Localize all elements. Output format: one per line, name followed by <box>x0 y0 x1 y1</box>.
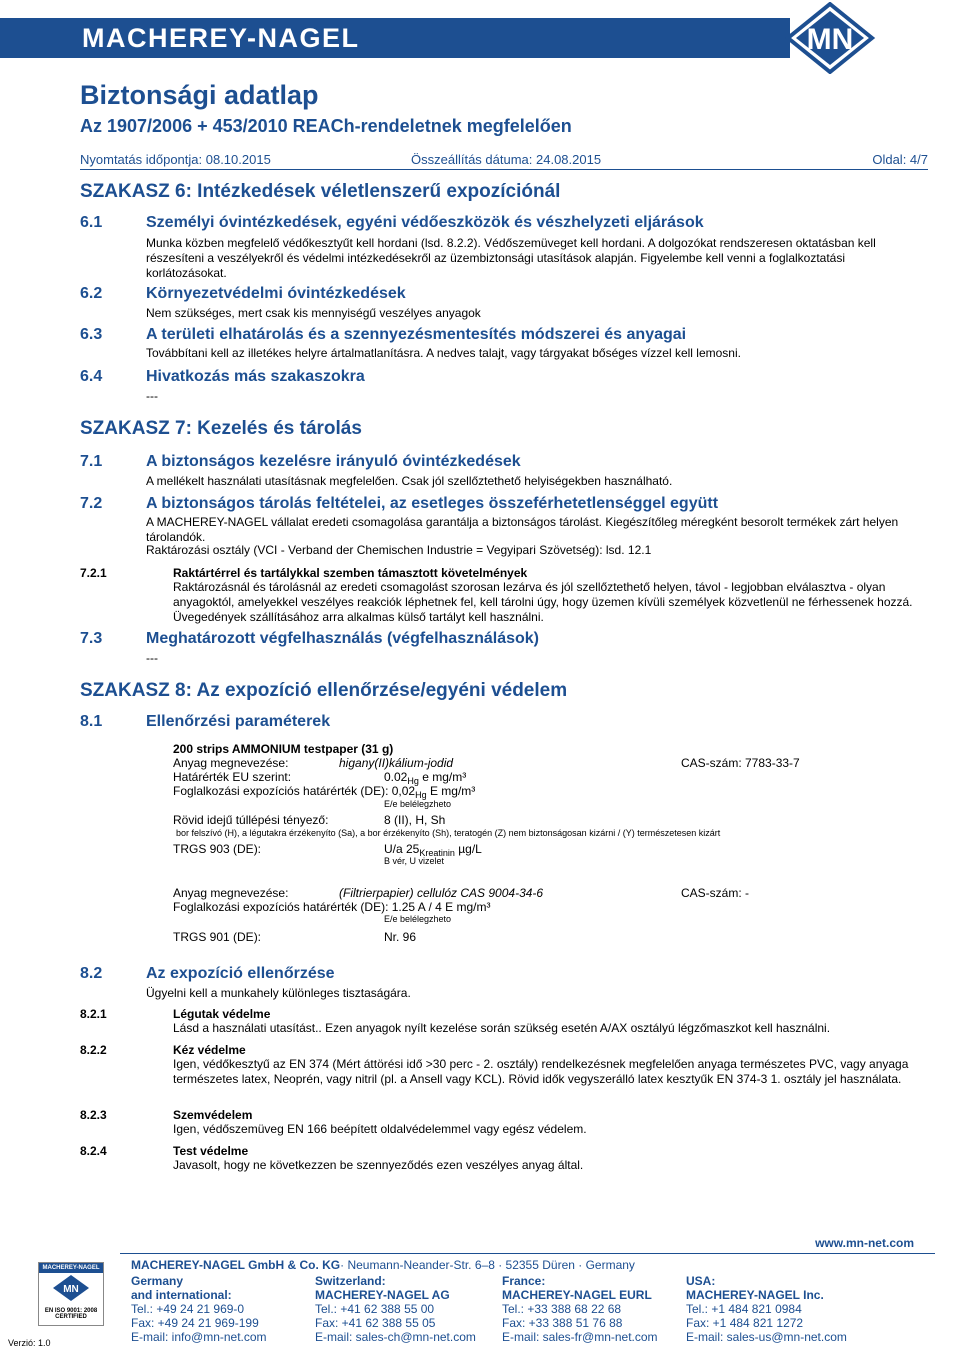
s821-number: 8.2.1 <box>80 1007 107 1021</box>
b1-cas: CAS-szám: 7783-33-7 <box>681 756 800 770</box>
s73-text: --- <box>146 651 158 665</box>
document-subtitle: Az 1907/2006 + 453/2010 REACh-rendeletnek megfelelően <box>80 116 572 136</box>
s71-title: A biztonságos kezelésre irányuló óvintézkedések <box>146 453 521 470</box>
product-name: 200 strips AMMONIUM testpaper (31 g) <box>173 742 394 756</box>
s72-text-1: A MACHEREY-NAGEL vállalat eredeti csomagolása garantálja a biztonságos tárolást. Kiegészítőleg méregként besorolt termékek zárt helyen tárolandók. <box>146 515 899 544</box>
footer-email-fr[interactable]: E-mail: sales-fr@mn-net.com <box>502 1330 658 1344</box>
b1-name-label: Anyag megnevezése: <box>173 756 289 770</box>
s73-number: 7.3 <box>80 630 103 647</box>
iso-brand: MACHEREY-NAGEL <box>39 1263 103 1273</box>
s61-title: Személyi óvintézkedések, egyéni védőeszközök és vészhelyzeti eljárások <box>146 214 704 231</box>
s73-title: Meghatározott végfelhasználás (végfelhasználások) <box>146 630 539 647</box>
s72-text-2: Raktározási osztály (VCI - Verband der Chemischen Industrie = Vegyipari Szövetség): lsd. 12.1 <box>146 543 652 557</box>
iso-certified: CERTIFIED <box>55 1314 87 1320</box>
s62-number: 6.2 <box>80 285 103 302</box>
b1-trgs-note: B vér, U vizelet <box>384 856 445 866</box>
s821-text: Lásd a használati utasítást.. Ezen anyagok nyílt kezelése során szükség esetén A/AX osztályú légzőmaszkot kell használni. <box>173 1021 831 1035</box>
b1-short-value: 8 (II), H, Sh <box>384 813 446 827</box>
b1-trgs-label: TRGS 903 (DE): <box>173 842 262 856</box>
s64-text: --- <box>146 389 158 403</box>
s824-title: Test védelme <box>173 1144 249 1158</box>
s721-number: 7.2.1 <box>80 566 107 580</box>
b2-name-label: Anyag megnevezése: <box>173 886 289 900</box>
footer-col-usa: USA: MACHEREY-NAGEL Inc. Tel.: +1 484 821 0984 Fax: +1 484 821 1272 E-mail: sales-us@mn-net.com <box>686 1274 847 1344</box>
s61-number: 6.1 <box>80 214 103 231</box>
s824-number: 8.2.4 <box>80 1144 107 1158</box>
print-date: Nyomtatás időpontja: 08.10.2015 <box>80 152 271 167</box>
s72-number: 7.2 <box>80 495 103 512</box>
iso-text: EN ISO 9001: 2008 <box>44 1308 98 1314</box>
s823-text: Igen, védőszemüveg EN 166 beépített oldalvédelemmel vagy egész védelem. <box>173 1122 587 1136</box>
s81-title: Ellenőrzési paraméterek <box>146 713 331 730</box>
s822-number: 8.2.2 <box>80 1043 107 1057</box>
s822-text: Igen, védőkesztyű az EN 374 (Mért áttörési idő >30 perc - 2. osztály) rendelkezésnek megfelelően anyaga természetes PVC, vagy anyaga természetes latex, Neoprén, vagy nitril (pl. a Ansell vagy KCL). Rövid idők vegyszerálló latex kesztyűk EN 374-3 1. osztály jel használata. <box>173 1057 909 1086</box>
s63-text: Továbbítani kell az illetékes helyre ártalmatlanításra. A nedves talajt, vagy tárgyakat bőséges vízzel kell lemosni. <box>146 346 741 360</box>
footer-web[interactable]: www.mn-net.com <box>815 1236 914 1250</box>
s72-title: A biztonságos tárolás feltételei, az esetleges összeférhetetlenséggel együtt <box>146 495 719 512</box>
footer-col-germany: Germany and international: Tel.: +49 24 21 969-0 Fax: +49 24 21 969-199 E-mail: info@mn-net.com <box>131 1274 267 1344</box>
b1-de-limit: Foglalkozási expozíciós határérték (DE): $0,02_{Hg}$ E mg/m³ <box>173 784 476 800</box>
s61-text: Munka közben megfelelő védőkesztyűt kell hordani (lsd. 8.2.2). Védőszemüveget kell hordani. A dolgozókat rendszeresen oktatásban kell részesíteni a veszélyekről és védelmi intézkedésekről az üzembiztonsági utasítások alapján. Figyelembe kell venni a foglalkoztatási korlátozásokat. <box>146 236 876 280</box>
footer-col-france: France: MACHEREY-NAGEL EURL Tel.: +33 388 68 22 68 Fax: +33 388 51 76 88 E-mail: sales-fr@mn-net.com <box>502 1274 658 1344</box>
s822-title: Kéz védelme <box>173 1043 246 1057</box>
brand-name: MACHEREY-NAGEL <box>82 23 360 53</box>
b2-de-limit: Foglalkozási expozíciós határérték (DE): 1.25 A / 4 E mg/m³ <box>173 900 491 914</box>
b2-trgs-label: TRGS 901 (DE): <box>173 930 262 944</box>
b2-de-note: E/e belélegzheto <box>384 914 452 924</box>
s823-number: 8.2.3 <box>80 1108 107 1122</box>
iso-certificate-badge <box>38 1262 104 1326</box>
s63-title: A területi elhatárolás és a szennyezésmentesítés módszerei és anyagai <box>146 326 687 343</box>
compile-date: Összeállítás dátuma: 24.08.2015 <box>411 152 602 167</box>
header-divider <box>80 169 928 170</box>
footer-email-ch[interactable]: E-mail: sales-ch@mn-net.com <box>315 1330 476 1344</box>
s82-text: Ügyelni kell a munkahely különleges tisztaságára. <box>146 986 411 1000</box>
iso-mn-icon <box>39 1273 103 1303</box>
s81-number: 8.1 <box>80 713 103 730</box>
document-title: Biztonsági adatlap <box>80 80 319 110</box>
b1-short-label: Rövid idejű túllépési tényező: <box>173 813 329 827</box>
footer-divider <box>120 1253 935 1254</box>
s82-number: 8.2 <box>80 965 103 982</box>
page-number: Oldal: 4/7 <box>872 152 928 167</box>
s721-title: Raktártérrel és tartálykkal szemben támasztott követelmények <box>173 566 528 580</box>
footer-email-de[interactable]: E-mail: info@mn-net.com <box>131 1330 267 1344</box>
header-bar <box>0 0 960 70</box>
b2-trgs-value: Nr. 96 <box>384 930 417 944</box>
b1-eu-value: $0.02_{Hg}$ e mg/m³ <box>384 770 467 786</box>
b1-eu-label: Határérték EU szerint: <box>173 770 292 784</box>
mn-logo-icon <box>780 2 880 74</box>
s71-number: 7.1 <box>80 453 103 470</box>
s63-number: 6.3 <box>80 326 103 343</box>
s62-text: Nem szükséges, mert csak kis mennyiségű veszélyes anyagok <box>146 306 481 320</box>
b1-trgs-value: U/a $25_{Kreatinin}$ µg/L <box>384 842 482 858</box>
b1-short-note: bor felszívó (H), a légutakra érzékenyíto (Sa), a bor érzékenyíto (Sh), teratogén (Z) nem biztonságosan kizárni / (Y) természetesen kizárt <box>176 828 721 838</box>
s71-text: A mellékelt használati utasításnak megfelelően. Csak jól szellőztethető helyiségekben használható. <box>146 474 673 488</box>
version: Verzió: 1.0 <box>8 1338 51 1348</box>
s824-text: Javasolt, hogy ne következzen be szennyeződés ezen veszélyes anyag által. <box>173 1158 584 1172</box>
svg-text:MN: MN <box>63 1284 79 1295</box>
section-7-title: SZAKASZ 7: Kezelés és tárolás <box>80 418 362 439</box>
b2-name-value: (Filtrierpapier) cellulóz CAS 9004-34-6 <box>339 886 544 900</box>
b2-cas: CAS-szám: - <box>681 886 750 900</box>
section-6-title: SZAKASZ 6: Intézkedések véletlenszerű expozíciónál <box>80 181 561 202</box>
s62-title: Környezetvédelmi óvintézkedések <box>146 285 406 302</box>
s823-title: Szemvédelem <box>173 1108 253 1122</box>
b1-name-value: higany(II)kálium-jodid <box>339 756 454 770</box>
b1-de-note: E/e belélegzheto <box>384 799 452 809</box>
footer-company-line: MACHEREY-NAGEL GmbH & Co. KG· Neumann-Neander-Str. 6–8 · 52355 Düren · Germany <box>131 1258 635 1272</box>
logo-text: MN <box>806 23 854 56</box>
s721-text: Raktározásnál és tárolásnál az eredeti csomagolást szorosan lezárva és jól szellőztethető helyen, távol - legjobban elválasztva - olyan anyagoktól, amelyekkel veszélyes reakciók léphetnek fel, kell tárolni úgy, hogy üzemen kívüli személyek közvetlenül ne férhessenek hozzá. Üvegedények szállításához arra alkalmas külső tartályt kell használni. <box>173 580 913 624</box>
section-8-title: SZAKASZ 8: Az expozíció ellenőrzése/egyéni védelem <box>80 680 568 701</box>
s82-title: Az expozíció ellenőrzése <box>146 965 335 982</box>
s64-number: 6.4 <box>80 368 103 385</box>
footer-col-switzerland: Switzerland: MACHEREY-NAGEL AG Tel.: +41 62 388 55 00 Fax: +41 62 388 55 05 E-mail: sales-ch@mn-net.com <box>315 1274 476 1344</box>
s64-title: Hivatkozás más szakaszokra <box>146 368 365 385</box>
footer-email-us[interactable]: E-mail: sales-us@mn-net.com <box>686 1330 847 1344</box>
s821-title: Légutak védelme <box>173 1007 271 1021</box>
